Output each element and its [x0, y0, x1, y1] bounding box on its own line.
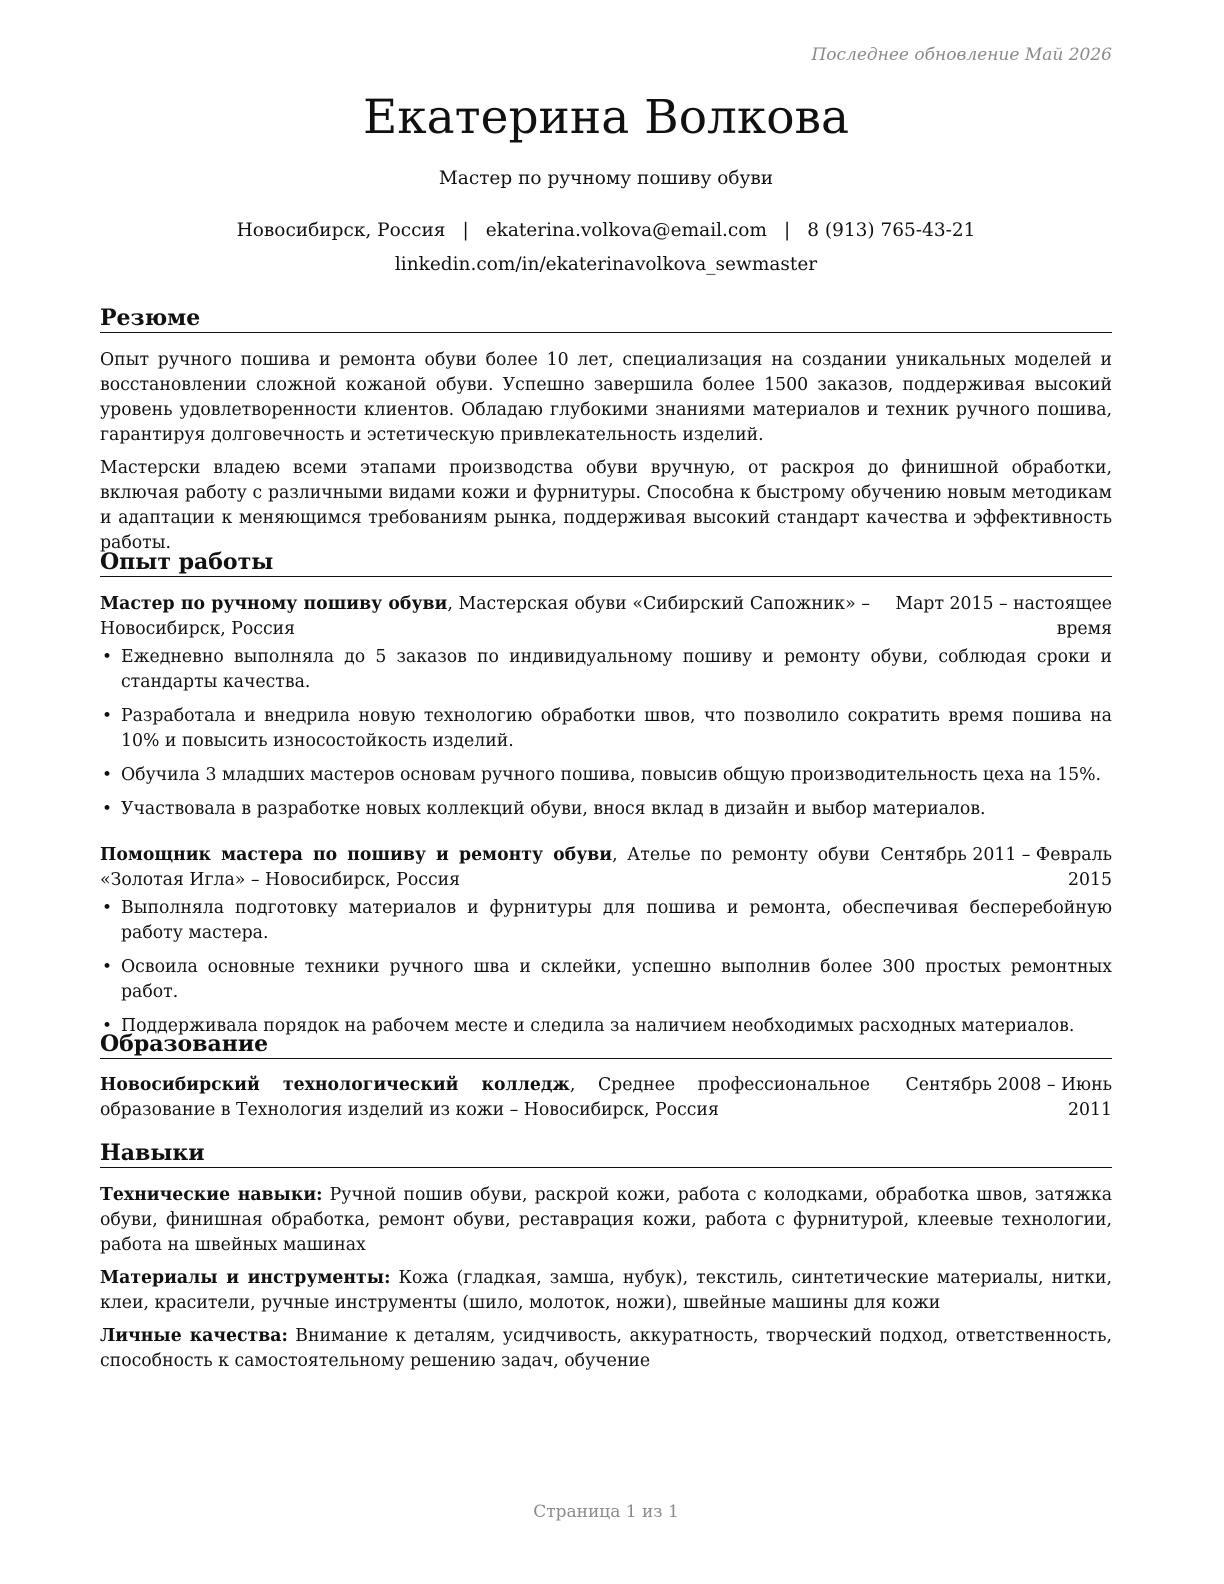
job-org: , Мастерская обуви «Сибирский Сапожник» – Новосибирск, Россия [100, 594, 870, 639]
job-dates: Март 2015 – настоящее время [895, 594, 1112, 639]
person-name: Екатерина Волкова [362, 90, 850, 145]
job-bullets [100, 645, 1112, 822]
job-role: Помощник мастера по пошиву и ремонту обуви [100, 845, 613, 865]
list-item: • Обучила 3 младших мастеров основам ручного пошива, повысив общую производительность цеха на 15%. [100, 763, 1112, 788]
contact-line [100, 220, 1112, 241]
phone: 8 (913) 765-43-21 [807, 220, 976, 241]
skill-label: Технические навыки: [100, 1185, 323, 1205]
location: Новосибирск, Россия [236, 220, 446, 241]
list-item: • Разработала и внедрила новую технологию обработки швов, что позволило сократить время пошива на 10% и повысить износостойкость изделий. [100, 704, 1112, 754]
list-item: • Выполняла подготовку материалов и фурнитуры для пошива и ремонта, обеспечивая бесперебойную работу мастера. [100, 896, 1112, 946]
job-header [100, 592, 1112, 642]
skill-group [100, 1183, 1112, 1258]
education-entry [100, 1073, 1112, 1123]
skill-label: Личные качества: [100, 1326, 288, 1346]
skill-group [100, 1266, 1112, 1316]
job-title: Мастер по ручному пошиву обуви [438, 168, 774, 189]
summary-section [100, 348, 1112, 564]
list-item: • Ежедневно выполняла до 5 заказов по индивидуальному пошиву и ремонту обуви, соблюдая сроки и стандарты качества. [100, 645, 1112, 695]
skill-group [100, 1324, 1112, 1374]
school-name: Новосибирский технологический колледж [100, 1075, 570, 1095]
email-link[interactable]: ekaterina.volkova@email.com [485, 220, 767, 241]
page-number: Страница 1 из 1 [533, 1502, 679, 1522]
job-role: Мастер по ручному пошиву обуви [100, 594, 448, 614]
skill-text: Ручной пошив обуви, раскрой кожи, работа с колодками, обработка швов, затяжка обуви, финишная обработка, ремонт обуви, реставрация кожи, работа с фурнитурой, клеевые технологии, работа на швейных машинах [100, 1185, 1112, 1255]
section-heading-education: Образование [100, 1031, 1112, 1059]
section-heading-skills: Навыки [100, 1140, 1112, 1168]
skills-section [100, 1183, 1112, 1382]
last-updated: Последнее обновление Май 2026 [811, 45, 1112, 65]
job-entry [100, 592, 1112, 831]
education-details: , Среднее профессиональное образование в Технология изделий из кожи – Новосибирск, Россия [100, 1075, 871, 1120]
section-heading-summary: Резюме [100, 305, 1112, 333]
education-dates: Сентябрь 2008 – Июнь 2011 [905, 1075, 1112, 1120]
separator: | [783, 220, 791, 241]
list-item: • Поддерживала порядок на рабочем месте и следила за наличием необходимых расходных материалов. [100, 1014, 1112, 1039]
section-heading-experience: Опыт работы [100, 549, 1112, 577]
job-dates: Сентябрь 2011 – Февраль 2015 [880, 845, 1112, 890]
list-item: • Участвовала в разработке новых коллекций обуви, внося вклад в дизайн и выбор материалов. [100, 797, 1112, 822]
job-entry [100, 843, 1112, 1048]
job-bullets [100, 896, 1112, 1039]
linkedin-link[interactable]: linkedin.com/in/ekaterinavolkova_sewmaster [394, 254, 818, 275]
summary-paragraph: Мастерски владею всеми этапами производства обуви вручную, от раскроя до финишной обработки, включая работу с различными видами кожи и фурнитуры. Способна к быстрому обучению новым методикам и адаптации к меняющимся требованиям рынка, поддерживая высокий стандарт качества и эффективность работы. [100, 458, 1112, 553]
separator: | [462, 220, 469, 241]
resume-page [100, 0, 1112, 1584]
list-item: • Освоила основные техники ручного шва и склейки, успешно выполнив более 300 простых ремонтных работ. [100, 955, 1112, 1005]
skill-label: Материалы и инструменты: [100, 1268, 391, 1288]
job-org: , Ателье по ремонту обуви «Золотая Игла» – Новосибирск, Россия [100, 845, 871, 890]
summary-paragraph: Опыт ручного пошива и ремонта обуви более 10 лет, специализация на создании уникальных моделей и восстановлении сложной кожаной обуви. Успешно завершила более 1500 заказов, поддерживая высокий уровень удовлетворенности клиентов. Обладаю глубокими знаниями материалов и техник ручного пошива, гарантируя долговечность и эстетическую привлекательность изделий. [100, 350, 1112, 445]
skill-text: Внимание к деталям, усидчивость, аккуратность, творческий подход, ответственность, способность к самостоятельному решению задач, обучение [100, 1326, 1112, 1371]
skill-text: Кожа (гладкая, замша, нубук), текстиль, синтетические материалы, нитки, клеи, красители, ручные инструменты (шило, молоток, ножи), швейные машины для кожи [100, 1268, 1112, 1313]
job-header [100, 843, 1112, 893]
